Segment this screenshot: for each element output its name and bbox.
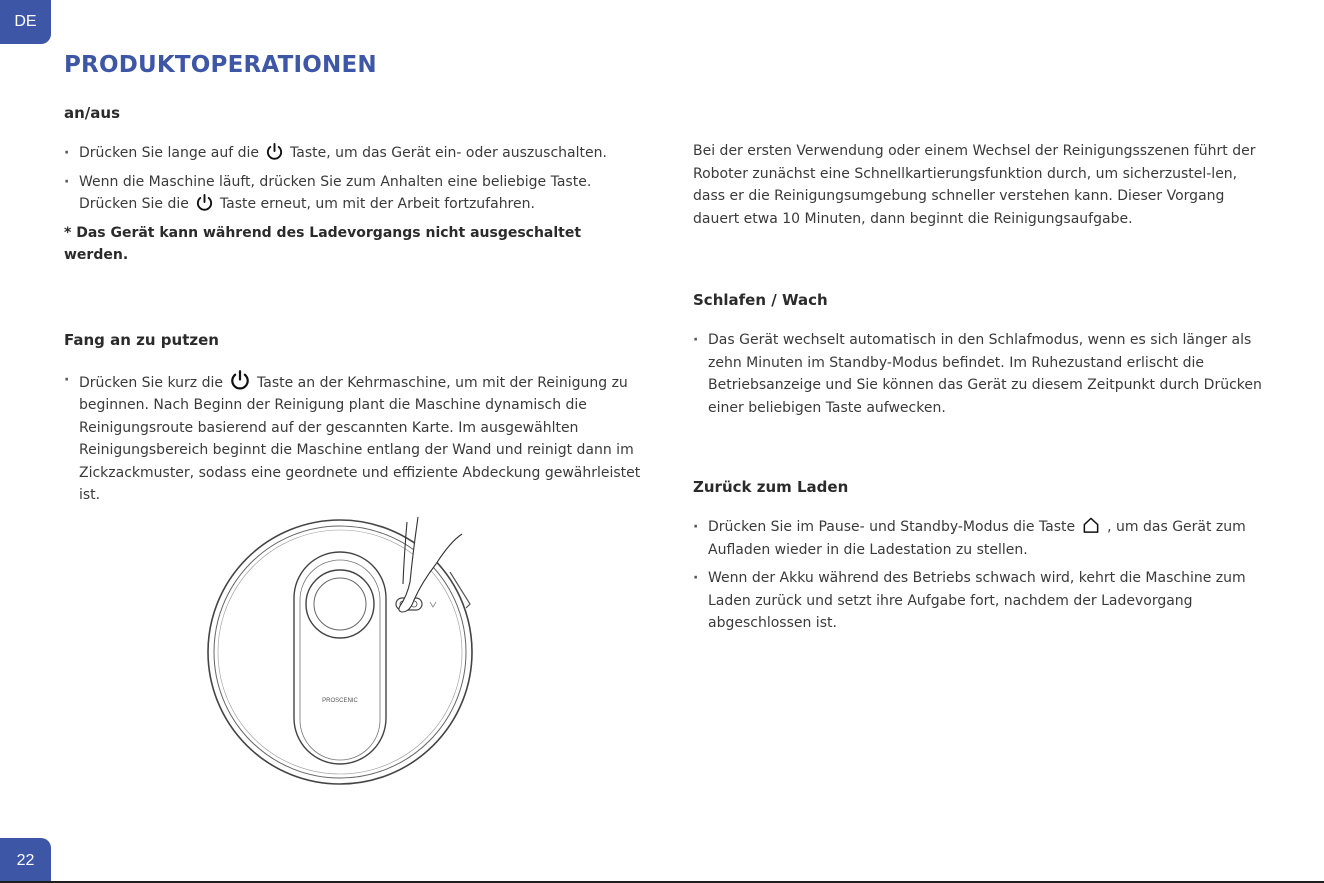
page-title: PRODUKTOPERATIONEN <box>64 52 377 78</box>
right-column <box>693 140 1263 635</box>
dock-b2: Wenn der Akku während des Betriebs schwach wird, kehrt die Maschine zum Laden zurück und setzt ihre Aufgabe fort, nachdem der Ladevorgang abgeschlossen ist. <box>708 570 1246 631</box>
home-icon <box>1081 516 1101 535</box>
onoff-b2-line1: Wenn die Maschine läuft, drücken Sie zum Anhalten eine beliebige Taste. <box>79 173 592 190</box>
dock-b1-before: Drücken Sie im Pause- und Standby-Modus die Taste <box>708 519 1076 535</box>
onoff-b2-before: Drücken Sie die <box>79 196 189 212</box>
onoff-b1-before: Drücken Sie lange auf die <box>79 145 260 161</box>
heading-on-off: an/aus <box>64 104 121 122</box>
clean-b1-line1-after: Taste an der Kehrmaschine, um mit der Reinigung <box>257 374 608 391</box>
dock-bullet-1 <box>693 516 1263 561</box>
heading-start-cleaning: Fang an zu putzen <box>64 330 219 349</box>
power-icon <box>265 142 284 161</box>
page-number: 22 <box>0 838 51 883</box>
heading-return-to-charge: Zurück zum Laden <box>693 478 849 496</box>
clean-b1-rest: zu beginnen. Nach Beginn der Reinigung plant die Maschine dynamisch die Reinigungsroute basierend auf der gescannten Karte. Im ausgewählten Reinigungsbereich beginnt die Maschine entlang der Wand und reinigt dann im Zickzackmuster, sodass eine geordnete und effiziente Abdeckung gewährleistet ist. <box>79 374 641 503</box>
sleep-bullet-1 <box>693 329 1263 419</box>
language-tab: DE <box>0 0 51 44</box>
charging-note: * Das Gerät kann während des Ladevorgangs nicht ausgeschaltet werden. <box>64 224 582 263</box>
onoff-bullet-1 <box>64 142 644 165</box>
heading-sleep-wake: Schlafen / Wach <box>693 291 828 309</box>
dock-bullet-2 <box>693 567 1263 635</box>
robot-vacuum-illustration <box>200 512 480 792</box>
onoff-b1-after: Taste, um das Gerät ein- oder auszuschalten. <box>290 145 607 161</box>
sleep-b1: Das Gerät wechselt automatisch in den Schlafmodus, wenn es sich länger als zehn Minuten im Standby-Modus befindet. Im Ruhezustand erlischt die Betriebsanzeige und Sie können das Gerät zu diesem Zeitpunkt durch Drücken einer beliebigen Taste aufwecken. <box>708 332 1262 416</box>
brand-logo: PROSCENIC <box>322 698 358 704</box>
dock-b1-after: , um das Gerät zum Aufladen wieder in die Ladestation zu stellen. <box>708 519 1246 558</box>
left-column <box>64 100 644 507</box>
power-icon <box>229 369 251 391</box>
clean-bullet-1 <box>64 369 644 507</box>
power-icon <box>195 193 214 212</box>
onoff-bullet-2 <box>64 171 644 216</box>
mapping-intro: Bei der ersten Verwendung oder einem Wechsel der Reinigungsszenen führt der Roboter zunächst eine Schnellkartierungsfunktion durch, um sicherzustel-len, dass er die Reinigungsumgebung schneller verstehen kann. Dieser Vorgang dauert etwa 10 Minuten, dann beginnt die Reinigungsaufgabe. <box>693 143 1256 227</box>
clean-b1-before: Drücken Sie kurz die <box>79 374 223 391</box>
onoff-b2-after: Taste erneut, um mit der Arbeit fortzufahren. <box>219 196 535 212</box>
